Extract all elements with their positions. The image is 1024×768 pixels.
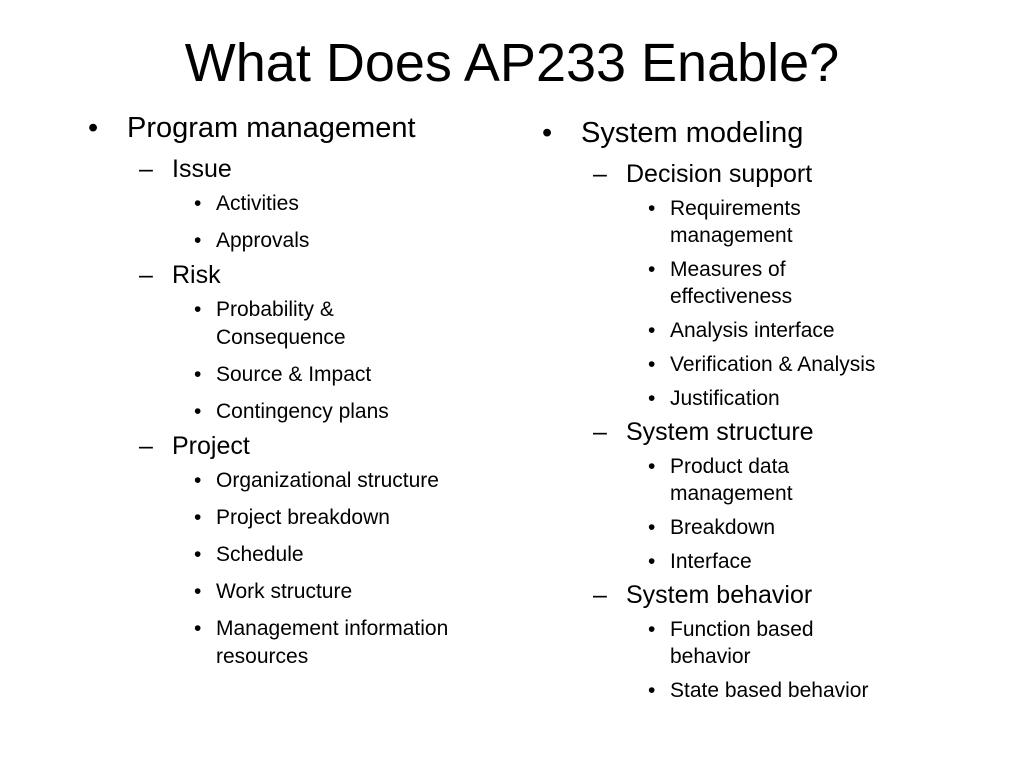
- detail-list: [172, 296, 522, 426]
- right-column: [536, 113, 976, 708]
- dash-marker: –: [139, 261, 153, 289]
- detail-item: [626, 616, 976, 670]
- detail-item: [172, 615, 522, 671]
- sub-item-project: [127, 431, 522, 671]
- bullet-marker: •: [194, 298, 202, 321]
- bullet-marker: •: [194, 400, 202, 423]
- detail-item: [626, 548, 976, 575]
- detail-list: [172, 190, 522, 255]
- detail-item-label: Analysis interface: [670, 319, 835, 342]
- detail-item: [626, 514, 976, 541]
- detail-item: [626, 195, 976, 249]
- detail-item-label: Source & Impact: [216, 363, 372, 386]
- detail-item-label: Verification & Analysis: [670, 353, 876, 376]
- bullet-marker: •: [648, 197, 656, 220]
- detail-item: [626, 453, 976, 507]
- bullet-marker: •: [648, 319, 656, 342]
- detail-item: [172, 296, 522, 352]
- detail-item-label: Project breakdown: [216, 506, 390, 529]
- detail-item-label: Measures of effectiveness: [670, 258, 793, 308]
- detail-item: [172, 467, 522, 495]
- detail-item-label: Schedule: [216, 543, 304, 566]
- bullet-marker: •: [194, 229, 202, 252]
- detail-item-label: Function based behavior: [670, 618, 814, 668]
- sub-item-issue: [127, 154, 522, 255]
- bullet-marker: •: [648, 455, 656, 478]
- bullet-label: System modeling: [581, 117, 804, 149]
- bullet-marker: •: [648, 516, 656, 539]
- dash-marker: –: [593, 581, 607, 609]
- detail-item-label: Work structure: [216, 580, 353, 603]
- detail-item-label: Organizational structure: [216, 469, 439, 492]
- detail-item: [172, 361, 522, 389]
- detail-item: [172, 227, 522, 255]
- detail-list: [626, 616, 976, 704]
- sub-item-system-behavior: [581, 580, 976, 704]
- detail-item: [172, 398, 522, 426]
- sub-list: [581, 159, 976, 704]
- left-column: [82, 108, 522, 675]
- slide-title: What Does AP233 Enable?: [184, 33, 840, 93]
- dash-marker: –: [593, 160, 607, 188]
- bullet-marker: •: [648, 550, 656, 573]
- sub-list: [127, 154, 522, 671]
- dash-marker: –: [139, 432, 153, 460]
- detail-item-label: Product data management: [670, 455, 793, 505]
- sub-item-label: Issue: [172, 155, 232, 183]
- sub-item-risk: [127, 260, 522, 426]
- bullet-marker: •: [542, 117, 553, 149]
- bullet-marker: •: [194, 506, 202, 529]
- bullet-system-modeling: [536, 113, 976, 704]
- sub-item-label: Risk: [172, 261, 221, 289]
- detail-item-label: State based behavior: [670, 679, 869, 702]
- detail-item: [626, 385, 976, 412]
- detail-item-label: Requirements management: [670, 197, 801, 247]
- detail-item-label: Approvals: [216, 229, 310, 252]
- bullet-marker: •: [194, 192, 202, 215]
- sub-item-label: System structure: [626, 418, 814, 446]
- bullet-marker: •: [88, 112, 99, 144]
- bullet-marker: •: [194, 543, 202, 566]
- detail-item: [626, 677, 976, 704]
- bullet-marker: •: [648, 387, 656, 410]
- sub-item-label: System behavior: [626, 581, 813, 609]
- bullet-marker: •: [194, 469, 202, 492]
- bullet-marker: •: [648, 258, 656, 281]
- bullet-marker: •: [194, 580, 202, 603]
- detail-item: [172, 578, 522, 606]
- detail-list: [172, 467, 522, 671]
- detail-item: [172, 541, 522, 569]
- sub-item-system-structure: [581, 417, 976, 575]
- bullet-marker: •: [648, 679, 656, 702]
- bullet-marker: •: [194, 617, 202, 640]
- detail-item-label: Activities: [216, 192, 299, 215]
- detail-item: [172, 190, 522, 218]
- detail-item: [626, 256, 976, 310]
- detail-item-label: Justification: [670, 387, 780, 410]
- sub-item-label: Project: [172, 432, 250, 460]
- bullet-marker: •: [648, 618, 656, 641]
- detail-item-label: Interface: [670, 550, 752, 573]
- bullet-program-management: [82, 108, 522, 671]
- detail-item-label: Contingency plans: [216, 400, 389, 423]
- detail-item-label: Management information resources: [216, 617, 449, 668]
- sub-item-decision-support: [581, 159, 976, 412]
- sub-item-label: Decision support: [626, 160, 813, 188]
- bullet-marker: •: [194, 363, 202, 386]
- bullet-label: Program management: [127, 112, 416, 144]
- bullet-marker: •: [648, 353, 656, 376]
- detail-item-label: Breakdown: [670, 516, 776, 539]
- detail-list: [626, 195, 976, 412]
- detail-item: [626, 317, 976, 344]
- dash-marker: –: [593, 418, 607, 446]
- detail-item: [172, 504, 522, 532]
- detail-item: [626, 351, 976, 378]
- detail-item-label: Probability & Consequence: [216, 298, 346, 349]
- detail-list: [626, 453, 976, 575]
- dash-marker: –: [139, 155, 153, 183]
